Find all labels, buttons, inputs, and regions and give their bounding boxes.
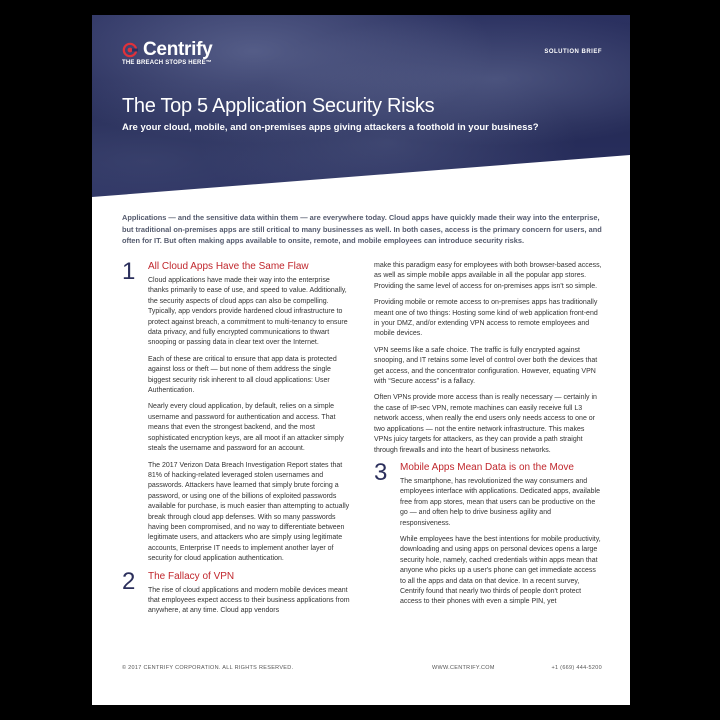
page-subtitle: Are your cloud, mobile, and on-premises apps giving attackers a foothold in your business? xyxy=(122,122,539,133)
website-link[interactable]: WWW.CENTRIFY.COM xyxy=(432,665,495,671)
right-column xyxy=(374,261,602,614)
section-number: 3 xyxy=(374,458,388,486)
copyright-text: © 2017 CENTRIFY CORPORATION. ALL RIGHTS RESERVED. xyxy=(122,665,294,671)
paragraph: Nearly every cloud application, by default, relies on a simple username and password for authentication and access. That means that even the strongest backend, and the most sophisticated encryption keys, are all moot if an attacker simply steals the username and password for an account. xyxy=(148,403,344,453)
section-heading: All Cloud Apps Have the Same Flaw xyxy=(148,261,309,272)
paragraph: The rise of cloud applications and modern mobile devices meant that employees expect access to their business applications from anywhere, at any time. Cloud app vendors xyxy=(148,586,350,615)
intro-paragraph: Applications — and the sensitive data within them — are everywhere today. Cloud apps have quickly made their way into the enterprise, but traditional on-premises apps are still critical to many businesses as well. In both cases, access is the primary concern for users, and often for IT. But often making apps available to onsite, remote, and mobile employees can introduce security risks. xyxy=(122,213,602,246)
section-2 xyxy=(122,567,350,617)
brand-logo xyxy=(122,39,212,61)
section-3 xyxy=(374,458,602,608)
paragraph: The smartphone, has revolutionized the way consumers and employees interface with applications. Dedicated apps, available free from app stores, mean that users can be productive on the go — and often help to drive business agility and responsiveness. xyxy=(400,477,601,527)
paragraph: While employees have the best intentions for mobile productivity, downloading and using apps on personal devices opens a large security hole, namely, cached credentials within apps mean that anyone who picks up a user's phone can get immediate access to all the apps and data on that device. In a recent survey, Centrify found that nearly two thirds of people don't protect access to their phones with even a simple PIN, yet xyxy=(400,535,601,606)
paragraph: Each of these are critical to ensure that app data is protected against loss or theft — but none of them address the single biggest security risk inherent to all cloud applications: User Authentication. xyxy=(148,355,337,395)
brand-name: Centrify xyxy=(143,39,213,60)
section-number: 2 xyxy=(122,567,136,595)
paragraph: VPN seems like a safe choice. The traffic is fully encrypted against snooping, and IT retains some level of control over both the devices that get access, and the concentrator configuration. However, equating VPN with “Secure access” is a fallacy. xyxy=(374,346,598,386)
doc-type-label: SOLUTION BRIEF xyxy=(544,49,602,55)
paragraph: Providing mobile or remote access to on-premises apps has traditionally meant one of two things: Hosting some kind of web application front-end in your DMZ, and/or extending VPN access to remote employees and mobile devices. xyxy=(374,299,598,338)
centrify-logo-icon xyxy=(122,42,138,58)
document-page xyxy=(92,15,630,705)
phone-number: +1 (669) 444-5200 xyxy=(551,665,602,671)
paragraph: make this paradigm easy for employees with both browser-based access, as well as simple mobile apps available in all the popular app stores. Providing the same level of access for on-premises apps isn't so simple. xyxy=(374,262,602,290)
paragraph: Often VPNs provide more access than is really necessary — certainly in the case of IP-sec VPN, remote machines can easily receive full L3 network access, when really the end users only needs access to one or two applications — not the entire network infrastructure. This makes VPNs juicy targets for attackers, as they can provide a path straight through firewalls and into the heart of business networks. xyxy=(374,394,597,454)
section-heading: The Fallacy of VPN xyxy=(148,570,235,582)
page-title: The Top 5 Application Security Risks xyxy=(122,95,435,117)
left-column xyxy=(122,258,350,623)
paragraph: Cloud applications have made their way into the enterprise thanks primarily to ease of use, and speed to value. Additionally, the security aspects of cloud apps can also be compelling. Typically, app vendors provide hardened cloud infrastructure to protect against breach, a commitment to multi-tenancy to ensure data privacy, and fully encrypted communications to thwart snooping or passing data in clear text over the Internet. xyxy=(148,277,348,347)
section-number: 1 xyxy=(122,258,136,285)
section-1 xyxy=(122,258,350,565)
paragraph: The 2017 Verizon Data Breach Investigation Report states that 81% of hacking-related leveraged stolen usernames and passwords. Attackers have learned that simply brute forcing a password, or using one of the billions of exploited passwords available for purchase, is much easier than attempting to actually break through cloud app defenses. With so many passwords having been compromised, and no way to differentiate between legitimate users, and attackers who are simply using legitimate accounts, Enterprise IT needs to implement another layer of security for cloud application authentication. xyxy=(148,461,350,563)
section-heading: Mobile Apps Mean Data is on the Move xyxy=(400,461,574,473)
header-banner xyxy=(92,15,630,197)
brand-tagline: THE BREACH STOPS HERE™ xyxy=(122,60,212,66)
